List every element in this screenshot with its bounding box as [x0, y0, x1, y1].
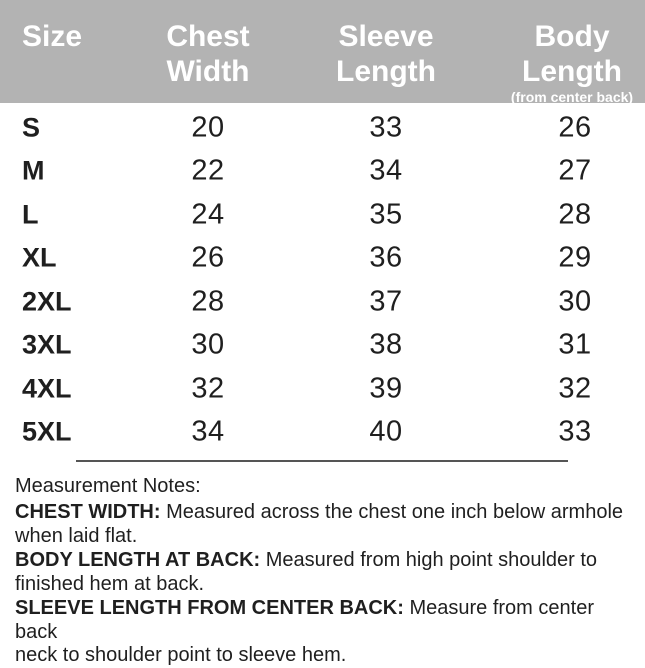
note-sleeve-length: [15, 597, 637, 668]
size-cell: 2XL: [22, 286, 72, 317]
chest-header-line2: Width: [166, 55, 250, 88]
size-cell: 3XL: [22, 329, 72, 360]
note-body-length-label: BODY LENGTH AT BACK:: [15, 549, 261, 571]
note-chest-width-label: CHEST WIDTH:: [15, 501, 161, 523]
notes-title: Measurement Notes:: [15, 475, 201, 497]
table-footer-divider: [76, 460, 568, 462]
body-header-line1: Body: [534, 20, 610, 53]
table-row: [0, 193, 645, 237]
table-row: [0, 106, 645, 150]
column-header-size: Size: [22, 20, 83, 53]
chest-width-value: 26: [191, 241, 225, 274]
note-body-length: [15, 549, 637, 596]
table-row: [0, 367, 645, 411]
body-header-line2: Length: [522, 55, 622, 88]
note-chest-width-line2: when laid flat.: [15, 524, 138, 547]
body-length-value: 31: [558, 328, 592, 361]
note-body-length-line2: finished hem at back.: [15, 572, 204, 595]
sleeve-length-value: 34: [369, 154, 403, 187]
sleeve-length-value: 39: [369, 372, 403, 405]
sleeve-header-line1: Sleeve: [338, 20, 434, 53]
sleeve-length-value: 35: [369, 198, 403, 231]
sleeve-header-line2: Length: [336, 55, 436, 88]
table-row: [0, 280, 645, 324]
column-header-body-length: [511, 19, 633, 105]
note-body-length-text: Measured from high point shoulder to: [260, 549, 598, 571]
chest-width-value: 24: [191, 198, 225, 231]
sleeve-length-value: 38: [369, 328, 403, 361]
chest-width-value: 32: [191, 372, 225, 405]
body-header-subcaption: (from center back): [510, 89, 634, 105]
body-length-value: 27: [558, 154, 592, 187]
body-length-value: 26: [558, 111, 592, 144]
column-header-chest-width: [166, 19, 249, 89]
note-chest-width-line1: [15, 501, 637, 525]
sleeve-length-value: 37: [369, 285, 403, 318]
size-table-body: [0, 106, 645, 454]
column-header-sleeve-length: [336, 19, 436, 89]
note-sleeve-length-line2: neck to shoulder point to sleeve hem.: [15, 644, 347, 666]
chest-width-value: 28: [191, 285, 225, 318]
body-length-value: 30: [558, 285, 592, 318]
chest-width-value: 34: [191, 415, 225, 448]
chest-header-line1: Chest: [166, 20, 250, 53]
size-chart-header: [0, 0, 645, 103]
body-length-value: 32: [558, 372, 592, 405]
size-cell: L: [22, 199, 39, 230]
note-sleeve-length-label: SLEEVE LENGTH FROM CENTER BACK:: [15, 597, 404, 619]
chest-width-value: 20: [191, 111, 225, 144]
size-cell: 5XL: [22, 416, 72, 447]
note-body-length-line1: [15, 549, 637, 573]
size-cell: S: [22, 112, 41, 143]
size-cell: 4XL: [22, 373, 72, 404]
size-cell: M: [22, 155, 45, 186]
body-length-value: 28: [558, 198, 592, 231]
note-sleeve-length-text: Measure from center back: [15, 597, 594, 643]
note-sleeve-length-line1: [15, 597, 637, 644]
note-chest-width-text: Measured across the chest one inch below armhole: [160, 501, 624, 523]
chest-width-value: 22: [191, 154, 225, 187]
body-length-value: 29: [558, 241, 592, 274]
table-row: [0, 237, 645, 281]
sleeve-length-value: 33: [369, 111, 403, 144]
size-cell: XL: [22, 242, 57, 273]
sleeve-length-value: 40: [369, 415, 403, 448]
table-row: [0, 411, 645, 455]
sleeve-length-value: 36: [369, 241, 403, 274]
chest-width-value: 30: [191, 328, 225, 361]
table-row: [0, 150, 645, 194]
body-length-value: 33: [558, 415, 592, 448]
table-row: [0, 324, 645, 368]
note-chest-width: [15, 501, 637, 548]
